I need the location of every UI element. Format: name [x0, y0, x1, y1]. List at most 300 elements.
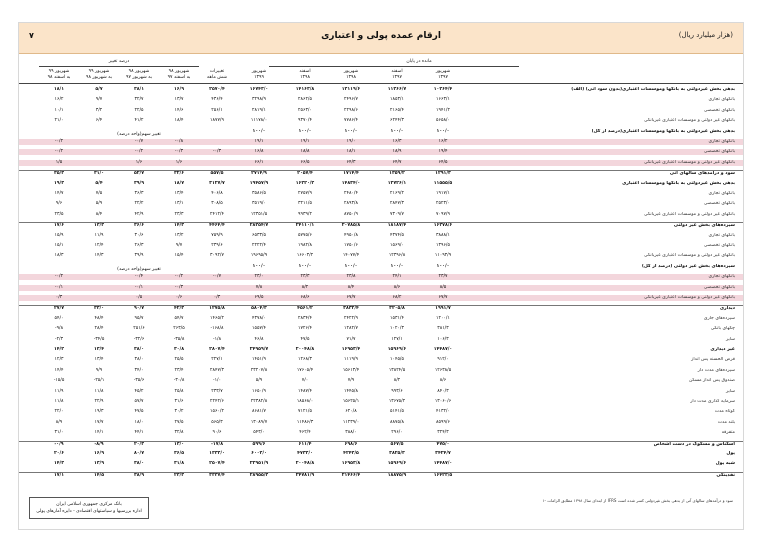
table-cell: ۳/۲	[95, 107, 103, 113]
table-row	[19, 285, 743, 291]
table-cell: ۱۸۵۳/۱	[390, 97, 404, 103]
table-cell: ۱۳/۷	[174, 97, 184, 103]
table-row	[19, 451, 743, 457]
table-cell: ۱۰۰/۰	[298, 128, 312, 134]
column-header-bottom: به اسفند ۹۷	[167, 75, 191, 80]
table-cell: ۳۸/۹	[133, 472, 145, 478]
table-cell: ۲۴۹۶/۷	[344, 97, 358, 103]
table-cell: ۱۰۴۵/۵	[390, 357, 404, 363]
table-cell: ۲۲/۲	[134, 201, 144, 207]
table-cell: ۱۵/۴	[174, 253, 184, 259]
table-cell: ۱۹/۳	[53, 180, 65, 186]
table-cell: ۱۹۱۷/۱	[436, 191, 450, 196]
row-label: دیداری	[719, 306, 735, 312]
table-cell: ۸۴۰/۳	[437, 388, 449, 394]
table-cell: ۱۴۴۵/۸	[344, 388, 358, 394]
table-cell: ۱۰۰/۰	[344, 263, 358, 269]
table-cell: ۵۶۵/۳	[211, 419, 223, 425]
table-cell: ۷۱/۷	[346, 336, 356, 342]
table-cell: ۳۹/۹	[133, 180, 145, 186]
column-header-top: شهریور ۹۹	[88, 69, 110, 74]
table-cell: ۳۱/۶	[174, 399, 184, 404]
table-cell: ۹/۹	[95, 367, 103, 373]
table-cell: ۱۳۱۱۹/۶	[341, 87, 361, 92]
row-label: بلند مدت	[717, 419, 735, 425]
table-cell: ۱۴۰۷۷/۴	[342, 253, 360, 259]
column-header-top: شهریور	[251, 69, 267, 74]
table-cell: ۲۵۲۳/۰	[436, 201, 450, 207]
table-cell: ۶۷/۷	[438, 295, 448, 300]
table-cell: ۲۸۴۷/۳	[210, 367, 224, 373]
table-cell: ۶۶/۵	[300, 159, 310, 165]
table-cell: ۲۵۷۰/۴	[209, 87, 225, 92]
table-cell: ۶۶/۱	[254, 159, 264, 165]
stock-rule	[269, 66, 519, 67]
table-cell: ۲۵/۵	[174, 357, 184, 363]
table-cell: ۵۸۰۴/۳	[251, 306, 267, 312]
table-cell: ۱۵۶۹/۰	[390, 243, 404, 248]
table-cell: ۱۶۵۰/۹	[252, 388, 266, 394]
row-label: پول	[726, 451, 735, 456]
table-cell: ۱۱/۹	[54, 388, 64, 394]
table-cell: ۱۰۶/۳	[437, 336, 449, 342]
table-cell: ۸۶۸۱/۷	[252, 409, 266, 415]
row-label: بانکهای تخصصی	[703, 284, 735, 290]
table-cell: ۹/۷	[95, 97, 103, 103]
table-cell: ۵۷/۷	[134, 399, 144, 404]
column-header-top: شهریور ۹۸	[128, 69, 150, 74]
row-label: سپرده‌های بخش غیر دولتی (درصد از کل)	[641, 263, 735, 269]
table-row	[19, 149, 743, 155]
table-cell: ۱۶۹۵۳/۸	[341, 461, 361, 467]
table-cell: ۱۳/۴	[174, 191, 184, 196]
table-row	[19, 305, 743, 312]
table-cell: ۱۸۱۸۷/۴	[387, 223, 407, 229]
table-cell: -۰/۲	[54, 139, 64, 144]
row-label: سایر	[725, 336, 735, 342]
table-row	[19, 472, 743, 479]
table-cell: ۵۴/۰	[54, 315, 64, 321]
table-cell: ۲۳۳/۷	[211, 388, 223, 394]
table-cell: ۸۵۹۹/۶	[436, 419, 450, 425]
table-cell: ۶۱۱/۴	[298, 441, 312, 447]
column-header	[159, 69, 199, 81]
table-cell: -۱۵/۵	[53, 378, 65, 384]
share-change-label: تغییر سهم(واحد درصد)	[117, 267, 161, 273]
table-cell: ۱۴/۳	[173, 223, 185, 229]
table-cell: ۳۲/۸	[174, 430, 184, 436]
row-label: صندوق پس انداز مسکن	[688, 378, 735, 384]
table-cell: ۹۹۳/۶	[391, 388, 403, 394]
table-cell: ۱۹۹۱/۷	[435, 306, 451, 312]
table-cell: ۹۹۳۹/۲	[298, 211, 312, 217]
table-cell: ۲۱۶۹/۲	[390, 191, 404, 196]
table-row	[19, 389, 743, 395]
row-label: بانکهای غیر دولتی و موسسات اعتباری غیربانکی	[644, 211, 735, 217]
table-cell: ۱۴/۳	[53, 461, 65, 467]
column-header	[79, 69, 119, 81]
table-cell: -۰/۳	[212, 149, 222, 155]
table-cell: -۰/۷	[212, 274, 222, 280]
table-cell: ۱۶۶۳/۱	[436, 97, 450, 103]
table-cell: ۶۹/۵	[254, 295, 264, 300]
table-cell: ۱۳۰۶۰/۶	[434, 399, 452, 404]
table-cell: ۸/۶	[439, 378, 447, 384]
table-row	[19, 441, 743, 448]
table-cell: ۲۱۴۶۶/۴	[341, 472, 361, 478]
source-org: بانک مرکزی جمهوری اسلامی ایران	[56, 502, 122, 507]
table-cell: ۴۷۵/۰	[436, 441, 450, 447]
header-bottom-rule	[19, 83, 743, 84]
table-cell: ۲۷/۵	[174, 419, 184, 425]
row-label: سرمایه گذاری مدت دار	[690, 399, 735, 404]
row-label: قرض الحسنه پس انداز	[691, 357, 735, 363]
table-cell: ۳۲۰۵/۸	[389, 306, 405, 312]
row-label: بانکهای تخصصی	[703, 107, 735, 113]
table-cell: ۱۱۱۷۸/۰	[250, 118, 268, 124]
table-cell: ۳۰۹۲/۷	[210, 253, 224, 259]
table-cell: ۱۹/۴	[438, 149, 448, 155]
table-cell: ۱۰۰/۰	[252, 263, 266, 269]
table-cell: ۳۲۱۱/۵	[298, 201, 312, 207]
table-cell: ۵/۹	[255, 378, 263, 384]
source-dept: اداره بررسیها و سیاستهای اقتصادی - دایره آمارهای پولی	[36, 509, 142, 514]
table-cell: ۹۱۲/۰	[437, 357, 449, 363]
table-cell: ۲۸۳۵۴/۷	[249, 223, 269, 229]
table-cell: ۶۷/۷	[346, 295, 356, 300]
table-cell: ۱۳۹۶/۵	[436, 243, 450, 248]
table-cell: ۱۶/۹	[93, 451, 105, 456]
row-label: بدهی بخش غیردولتی به بانکها وموسسات اعتباری	[622, 180, 735, 186]
table-cell: ۱۵۶۰/۲	[210, 409, 224, 415]
table-cell: ۲۳/۰	[254, 274, 264, 280]
table-cell: ۴۱۳۲/۰	[436, 409, 450, 415]
table-cell: ۱۳۵۹/۲	[389, 171, 405, 177]
table-cell: ۲۵۱/۶	[133, 326, 145, 332]
table-cell: ۱۶۳۷۸/۶	[433, 223, 453, 229]
column-header-bottom: ۱۳۹۹	[254, 75, 264, 80]
table-cell: ۳۸۸۸/۱	[436, 232, 450, 238]
table-cell: -۰/۴	[134, 274, 144, 280]
row-label: بانکهای تجاری	[708, 97, 735, 103]
table-cell: -۹/۸	[54, 326, 64, 332]
table-cell: ۱۳/۴	[94, 357, 104, 363]
table-cell: ۱۱۱۹/۹	[344, 357, 358, 363]
table-cell: ۱۰۰/۰	[252, 128, 266, 134]
table-cell: ۲۳۹/۶	[211, 243, 223, 248]
table-cell: ۱۴۸۳۴/۰	[341, 180, 361, 186]
table-cell: ۱۵/۱	[54, 243, 64, 248]
table-cell: ۲۲۳۸۲/۸	[250, 399, 268, 404]
table-cell: ۱۵/۹	[54, 232, 64, 238]
table-cell: ۱۴/۶	[174, 107, 184, 113]
table-cell: ۳۸/۱	[133, 87, 145, 92]
table-cell: ۱۳۸۲۴/۵	[388, 367, 406, 373]
table-cell: ۷۳۰۹/۷	[390, 211, 404, 217]
table-cell: ۲۸۰۷/۴	[209, 347, 225, 352]
table-cell: ۲۸۱۹/۱	[252, 107, 266, 113]
row-label: بدهی بخش غیردولتی به بانکها وموسسات اعتباری(درصد از کل)	[591, 128, 735, 134]
column-header-bottom: ۱۳۹۸	[300, 75, 310, 80]
table-cell: ۱۶۶۰۳/۲	[296, 253, 314, 259]
table-cell: ۲۳/۳	[174, 211, 184, 217]
table-cell: ۹/۶	[55, 201, 63, 207]
table-cell: ۱۵۵۷/۴	[252, 326, 266, 332]
table-cell: ۵/۷	[95, 87, 103, 92]
pct-change-rule	[39, 66, 199, 67]
table-row	[19, 274, 743, 280]
column-header-top: اسفند	[299, 69, 311, 74]
column-header	[331, 69, 371, 81]
table-cell: ۳۹/۹	[134, 253, 144, 259]
table-cell: ۳۱/۸	[173, 461, 185, 467]
table-row	[19, 233, 743, 239]
table-cell: ۱۲۰۰/۱	[436, 315, 450, 321]
table-cell: ۱۵۶۱۳/۴	[342, 367, 360, 373]
table-cell: ۱۵۹۶۹/۶	[387, 347, 407, 352]
row-label: بانکهای تجاری	[708, 232, 735, 238]
table-cell: ۳۶/۵	[173, 451, 185, 456]
table-cell: ۱۹/۱	[300, 139, 310, 144]
table-cell: ۱۴/۳	[94, 253, 104, 259]
table-cell: ۲۱/۰	[54, 118, 64, 124]
table-cell: ۱۶/۹	[173, 87, 185, 92]
table-cell: -۰/۱	[54, 284, 64, 290]
table-cell: ۲۷۱۴/۹	[251, 171, 267, 177]
table-cell: ۵۲/۷	[133, 171, 145, 177]
table-cell: -۳۵/۶	[133, 378, 145, 384]
row-label: سپرده‌های بخش غیر دولتی	[673, 223, 735, 229]
table-cell: -۳۵/۸	[173, 336, 185, 342]
table-cell: ۱۶/۲	[54, 97, 64, 103]
table-cell: ۲۵۶۳/۰	[298, 107, 312, 113]
table-row	[19, 357, 743, 363]
table-cell: ۳۲۴/۳	[437, 430, 449, 436]
table-cell: ۲۳/۵	[54, 211, 64, 217]
table-cell: ۱۲/۴	[94, 243, 104, 248]
table-cell: -۰/۱	[134, 284, 144, 290]
table-cell: ۱۴۴۸۷/۰	[433, 347, 453, 352]
row-label: بانکهای تخصصی	[703, 149, 735, 155]
share-change-label: تغییر سهم(واحد درصد)	[117, 132, 161, 137]
row-label: بانکهای تخصصی	[703, 243, 735, 248]
row-label: بانکهای غیر دولتی و موسسات اعتباری غیربانکی	[644, 118, 735, 124]
table-row	[19, 191, 743, 197]
table-cell: ۱۳۳۳/۰	[209, 451, 225, 456]
table-cell: ۳۸۱/۳	[437, 326, 449, 332]
table-cell: ۱۱۲۳۹/۰	[342, 419, 360, 425]
table-cell: ۶۴/۵	[438, 159, 448, 165]
row-label: بانکهای تجاری	[708, 191, 735, 196]
table-cell: ۱۴۶۵/۲	[210, 315, 224, 321]
column-header	[119, 69, 159, 81]
footnote: ۱- از ابتدای سال ۱۳۹۸ مطابق الزامات IFRS سود و درآمدهای سالهای آتی از بدهی بخش غیردولتی کسر شده است	[542, 498, 733, 503]
stock-header: مانده در پایان	[406, 59, 432, 64]
table-cell: ۲۱۶۵/۴	[390, 107, 404, 113]
table-cell: ۱۴۱۶۳/۸	[295, 87, 315, 92]
table-cell: ۳۶/۶	[133, 223, 145, 229]
table-cell: ۱۰۰/۰	[436, 263, 450, 269]
table-cell: ۲۳/۸	[346, 274, 356, 280]
table-cell: ۱۰۰/۰	[298, 263, 312, 269]
table-cell: ۴۵۶۱/۲	[297, 306, 313, 312]
table-cell: ۲۳۲۰۷/۸	[250, 367, 268, 373]
table-cell: ۱۰۰/۰	[390, 128, 404, 134]
table-cell: ۹/۷	[175, 243, 183, 248]
table-cell: ۱۰۰/۰	[436, 128, 450, 134]
table-cell: ۴۶۲/۴	[299, 430, 311, 436]
table-cell: ۲۰۰۴۸/۸	[295, 461, 315, 467]
table-cell: ۶۵۳۳/۵	[252, 232, 266, 238]
table-cell: ۷۷۸۶/۴	[344, 118, 358, 124]
table-cell: ۲۸۳۴/۴	[298, 315, 312, 321]
column-header-bottom: ۱۳۹۷	[392, 75, 402, 80]
table-cell: ۶۸/۶	[300, 295, 310, 300]
header-band	[19, 23, 743, 54]
table-cell: ۱۳۶۷۵/۲	[388, 399, 406, 404]
table-cell: ۵۹۹/۶	[252, 441, 266, 447]
source-box	[29, 497, 149, 519]
table-cell: ۵۱۴۱/۵	[390, 409, 404, 415]
row-label: نقدینگی	[716, 472, 735, 478]
row-label: بانکهای تخصصی	[703, 201, 735, 207]
table-cell: -۰/۲	[54, 274, 64, 280]
table-cell: ۳۰/۸	[173, 347, 185, 352]
table-cell: ۱۸۷۷/۹	[210, 118, 224, 124]
table-cell: ۸۸۷۵/۸	[390, 419, 404, 425]
table-cell: ۱۳۰۸۹/۷	[250, 419, 268, 425]
table-row	[19, 253, 743, 259]
column-header-top: شهریور ۹۸	[168, 69, 190, 74]
table-cell: ۱۰۲۰/۳	[390, 326, 404, 332]
table-cell: ۶/۴	[95, 118, 103, 124]
table-cell: -۰/۲	[54, 149, 64, 155]
table-cell: ۳۲/۷	[134, 97, 144, 103]
table-cell: ۲۵۶/۱	[211, 107, 223, 113]
unit-label: (هزار میلیارد ریال)	[678, 31, 733, 39]
table-row	[19, 170, 743, 177]
table-cell: ۱۹/۱	[254, 139, 264, 144]
table-cell: ۲۸۴۷/۳	[390, 201, 404, 207]
table-cell: ۸/۴	[95, 211, 103, 217]
table-row	[19, 368, 743, 374]
table-cell: ۴۶/۸	[254, 336, 264, 342]
table-cell: ۲۲۹۸/۶	[344, 107, 358, 113]
table-row	[19, 97, 743, 103]
table-cell: ۲۴۹۵۹/۷	[249, 347, 269, 352]
table-cell: ۱۱۰۹۳/۹	[434, 253, 452, 259]
table-cell: ۳۸۳۲/۴	[343, 306, 359, 312]
table-cell: ۲۲/۹	[94, 399, 104, 404]
table-row	[19, 201, 743, 207]
table-cell: ۵/۹	[95, 201, 103, 207]
row-label: سپرده‌های مدت دار	[697, 367, 735, 373]
table-cell: ۲۰۷۸۵/۸	[341, 223, 361, 229]
table-cell: ۱۰۲۶۴/۴	[433, 87, 453, 92]
table-row	[19, 212, 743, 218]
table-row	[19, 399, 743, 405]
table-cell: ۱۷۶۰۵/۴	[296, 367, 314, 373]
column-header	[285, 69, 325, 81]
table-cell: ۵۴۳/۰	[253, 430, 265, 436]
column-header-bottom: به شهریور ۹۷	[126, 75, 152, 80]
table-cell: ۷/۵	[95, 191, 103, 196]
table-cell: ۱۷/۷	[94, 419, 104, 425]
table-cell: ۶۴/۷	[392, 159, 402, 165]
column-header	[39, 69, 79, 81]
table-cell: ۱۷۵۰/۶	[344, 243, 358, 248]
table-cell: ۱۸/۷	[173, 180, 185, 186]
table-cell: ۴۲/۳	[173, 306, 185, 312]
column-header-bottom: ۱۳۹۸	[346, 75, 356, 80]
table-cell: ۲۰/۶	[53, 451, 65, 456]
table-cell: ۷/۹	[347, 378, 355, 384]
table-row	[19, 222, 743, 229]
table-cell: ۶۲۴۴/۳	[390, 118, 404, 124]
page-number: ۷	[29, 31, 34, 40]
table-cell: ۱۴۸۷/۴	[298, 388, 312, 394]
table-cell: ۷۱۲۱/۵	[298, 409, 312, 415]
table-cell: ۲۲۴۲/۶	[210, 399, 224, 404]
table-cell: ۱۱۳۶۶/۷	[387, 87, 407, 92]
table-cell: ۴۴۶۴/۴	[209, 223, 225, 229]
table-cell: ۲۲/۵	[134, 107, 144, 113]
table-row	[19, 160, 743, 166]
table-cell: ۷۵۹/۹	[211, 232, 223, 238]
table-cell: ۳۰/۶	[134, 232, 144, 238]
table-cell: ۳۸/۰	[133, 461, 145, 467]
row-label: غیر دیداری	[710, 347, 735, 352]
table-cell: ۱۲۹۱/۳	[435, 171, 451, 177]
table-cell: ۳۴/۰	[134, 367, 144, 373]
column-header-top: شهریور ۹۹	[48, 69, 70, 74]
table-cell: ۱۶/۸	[254, 149, 264, 155]
row-label: متفرقه	[721, 430, 735, 436]
table-cell: -۰/۳	[174, 149, 184, 155]
row-label: شبه پول	[715, 461, 735, 467]
table-cell: ۱۲/۳	[54, 357, 64, 363]
table-row	[19, 347, 743, 353]
table-cell: ۱۶۴۲۳/۵	[433, 472, 453, 478]
table-cell: ۳۸۲۵/۳	[389, 451, 405, 456]
table-cell: ۹۰/۷	[133, 306, 145, 312]
table-cell: ۱۶۲۲۰/۲	[295, 180, 315, 186]
table-cell: ۲۴/۱	[392, 274, 402, 280]
table-cell: ۶۴/۳	[346, 159, 356, 165]
table-cell: ۳۸/۰	[134, 357, 144, 363]
table-cell: ۳۸۸/۰	[345, 430, 357, 436]
table-cell: ۴۳۷۸/۰	[252, 315, 266, 321]
row-label: چکهای بانکی	[710, 326, 735, 332]
table-cell: ۱۸/۸	[300, 149, 310, 155]
table-cell: -۰/۳	[174, 284, 184, 290]
table-cell: ۴۱/۲	[134, 118, 144, 124]
table-cell: -۰/۲	[174, 274, 184, 280]
table-cell: ۲۸۶۲/۵	[298, 97, 312, 103]
table-cell: ۸۷۵۰/۹	[344, 211, 358, 217]
table-cell: ۱۸۸۷۵/۹	[387, 472, 407, 478]
table-cell: ۲۴۷۸۱/۹	[295, 472, 315, 478]
table-cell: ۱۵۳۱/۴	[390, 315, 404, 321]
table-cell: ۱۸/۴	[174, 118, 184, 124]
table-cell: ۱۶۷۴۳/۰	[249, 87, 269, 92]
table-cell: ۲۳/۷	[438, 274, 448, 280]
table-cell: ۲۷۵۷/۹	[298, 191, 312, 196]
table-cell: ۲۵۰۷/۴	[209, 461, 225, 467]
table-cell: ۴۳۶/۴	[211, 97, 223, 103]
table-cell: ۳۵/۳	[53, 171, 65, 177]
table-cell: ۳۱/۰	[54, 430, 64, 436]
